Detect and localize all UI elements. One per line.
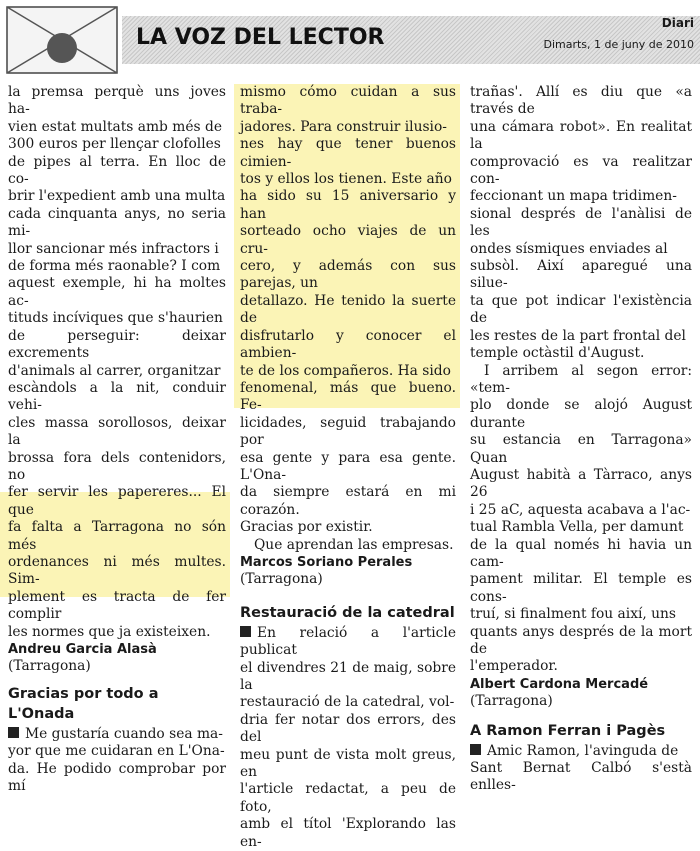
stamp-envelope-icon <box>6 6 118 74</box>
letter-author: Andreu Garcia Alasà <box>8 642 157 657</box>
text-line-content: Me gustaría cuando sea ma- <box>25 725 223 742</box>
text-line: fa falta a Tarragona no són més <box>8 519 226 553</box>
text-line: plo donde se alojó August durante <box>470 397 692 431</box>
text-line: tual Rambla Vella, per damunt <box>470 519 684 536</box>
letter-author: Marcos Soriano Perales <box>240 554 413 570</box>
section-title: LA VOZ DEL LECTOR <box>136 25 385 50</box>
text-line: plement es tracta de fer complir <box>8 588 226 623</box>
column-2 <box>240 84 456 851</box>
text-line: meu punt de vista molt greus, en <box>240 746 456 781</box>
text-line: el divendres 21 de maig, sobre la <box>240 659 456 693</box>
text-line: dria fer notar dos errors, des del <box>240 711 456 746</box>
text-line: d'animals al carrer, organitzar <box>8 362 221 379</box>
text-line: disfrutarlo y conocer el ambien- <box>240 327 456 362</box>
text-line: sorteado ocho viajes de un cru- <box>240 223 456 257</box>
text-line: subsòl. Així aparegué una silue- <box>470 258 692 292</box>
text-line: vien estat multats amb més de <box>8 118 222 135</box>
text-line: pament militar. El temple es cons- <box>470 571 692 605</box>
text-line: l'emperador. <box>470 658 558 675</box>
text-line: da siempre estará en mi corazón. <box>240 484 456 518</box>
letter-place: (Tarragona) <box>470 693 553 710</box>
letter-headline: A Ramon Ferran i Pagès <box>470 722 666 739</box>
text-line: ta que pot indicar l'existència de <box>470 292 692 327</box>
text-line: yor que me cuidaran en L'Ona- <box>8 743 225 760</box>
text-line: detallazo. He tenido la suerte de <box>240 292 456 327</box>
text-line: amb el títol 'Explorando las en- <box>240 816 456 850</box>
text-line: de perseguir: deixar excrements <box>8 327 226 362</box>
text-line: l'article redactat, a peu de foto, <box>240 781 456 815</box>
text-line <box>470 743 692 760</box>
text-line: comprovació es va realitzar con- <box>470 153 692 188</box>
text-line-content: En relació a l'article publicat <box>240 624 456 659</box>
bullet-square-icon <box>240 626 251 637</box>
text-line: nes hay que tener buenos cimien- <box>240 136 456 170</box>
text-line: ordenances ni més multes. Sim- <box>8 553 226 588</box>
text-line: cles massa sorollosos, deixar la <box>8 414 226 449</box>
page-header <box>0 0 700 78</box>
text-line: Sant Bernat Calbó s'està enlles- <box>470 760 692 794</box>
text-line: restauració de la catedral, vol- <box>240 694 455 711</box>
bullet-square-icon <box>8 727 19 738</box>
text-line: de pipes al terra. En lloc de co- <box>8 153 226 188</box>
text-line-content: Amic Ramon, l'avinguda de <box>487 742 679 759</box>
paper-name: Diari <box>661 16 694 30</box>
text-line: feccionant un mapa tridimen- <box>470 188 677 205</box>
text-line: jadores. Para construir ilusio- <box>240 118 447 135</box>
text-line: brossa fora dels contenidors, no <box>8 449 226 483</box>
issue-date: Dimarts, 1 de juny de 2010 <box>543 38 694 51</box>
bullet-square-icon <box>470 744 481 755</box>
text-line: les normes que ja existeixen. <box>8 623 211 640</box>
text-line: de la qual només hi havia un cam- <box>470 536 692 570</box>
letter-author: Albert Cardona Mercadé <box>470 676 649 692</box>
text-line: llor sancionar més infractors i <box>8 240 219 257</box>
text-line: trañas'. Allí es diu que «a través de <box>470 84 692 118</box>
text-line: truí, si finalment fou així, uns <box>470 606 677 623</box>
text-line: tituds incíviques que s'haurien <box>8 310 223 327</box>
text-line: Gracias por existir. <box>240 519 373 536</box>
letter-place: (Tarragona) <box>8 658 91 675</box>
text-line: mismo cómo cuidan a sus traba- <box>240 84 456 118</box>
letter-place: (Tarragona) <box>240 571 323 588</box>
text-line: sional després de l'anàlisi de les <box>470 205 692 240</box>
text-line <box>240 625 456 660</box>
text-line: i 25 aC, aquesta acabava a l'ac- <box>470 501 691 518</box>
text-line: esa gente y para esa gente. L'Ona- <box>240 449 456 483</box>
column-3 <box>470 84 692 795</box>
text-line: Que aprendan las empresas. <box>254 536 454 553</box>
text-line: fenomenal, más que bueno. Fe- <box>240 379 456 414</box>
text-line: 300 euros per llençar clofolles <box>8 136 221 153</box>
letter-headline: Gracias por todo a L'Onada <box>8 685 159 722</box>
text-line: da. He podido comprobar por mí <box>8 760 226 795</box>
text-line: licidades, seguid trabajando por <box>240 414 456 449</box>
text-line: de forma més raonable? I com <box>8 258 221 275</box>
text-line: ha sido su 15 aniversario y han <box>240 188 456 222</box>
section-banner <box>122 16 700 64</box>
text-line <box>8 726 226 743</box>
text-line: August habità a Tàrraco, anys 26 <box>470 466 692 501</box>
text-line: tos y ellos los tienen. Este año <box>240 171 452 188</box>
text-line: la premsa perquè uns joves ha- <box>8 84 226 118</box>
text-line: su estancia en Tarragona» Quan <box>470 432 692 466</box>
column-1 <box>8 84 226 795</box>
text-line: brir l'expedient amb una multa <box>8 188 226 205</box>
text-line: les restes de la part frontal del <box>470 327 686 344</box>
text-line: temple octàstil d'August. <box>470 345 645 362</box>
text-line: aquest exemple, hi ha moltes ac- <box>8 275 226 309</box>
text-line: cero, y además con sus parejas, un <box>240 258 456 292</box>
text-line: fer servir les papereres... El que <box>8 484 226 518</box>
letter-headline: Restauració de la catedral <box>240 604 455 621</box>
text-line: una cámara robot». En realitat la <box>470 118 692 153</box>
text-line: cada cinquanta anys, no seria mi- <box>8 205 226 240</box>
text-line: ondes sísmiques enviades al <box>470 240 668 257</box>
text-line: quants anys després de la mort de <box>470 623 692 657</box>
text-line: escàndols a la nit, conduir vehi- <box>8 379 226 414</box>
text-line: I arribem al segon error: «tem- <box>470 362 692 396</box>
text-line: te de los compañeros. Ha sido <box>240 362 451 379</box>
